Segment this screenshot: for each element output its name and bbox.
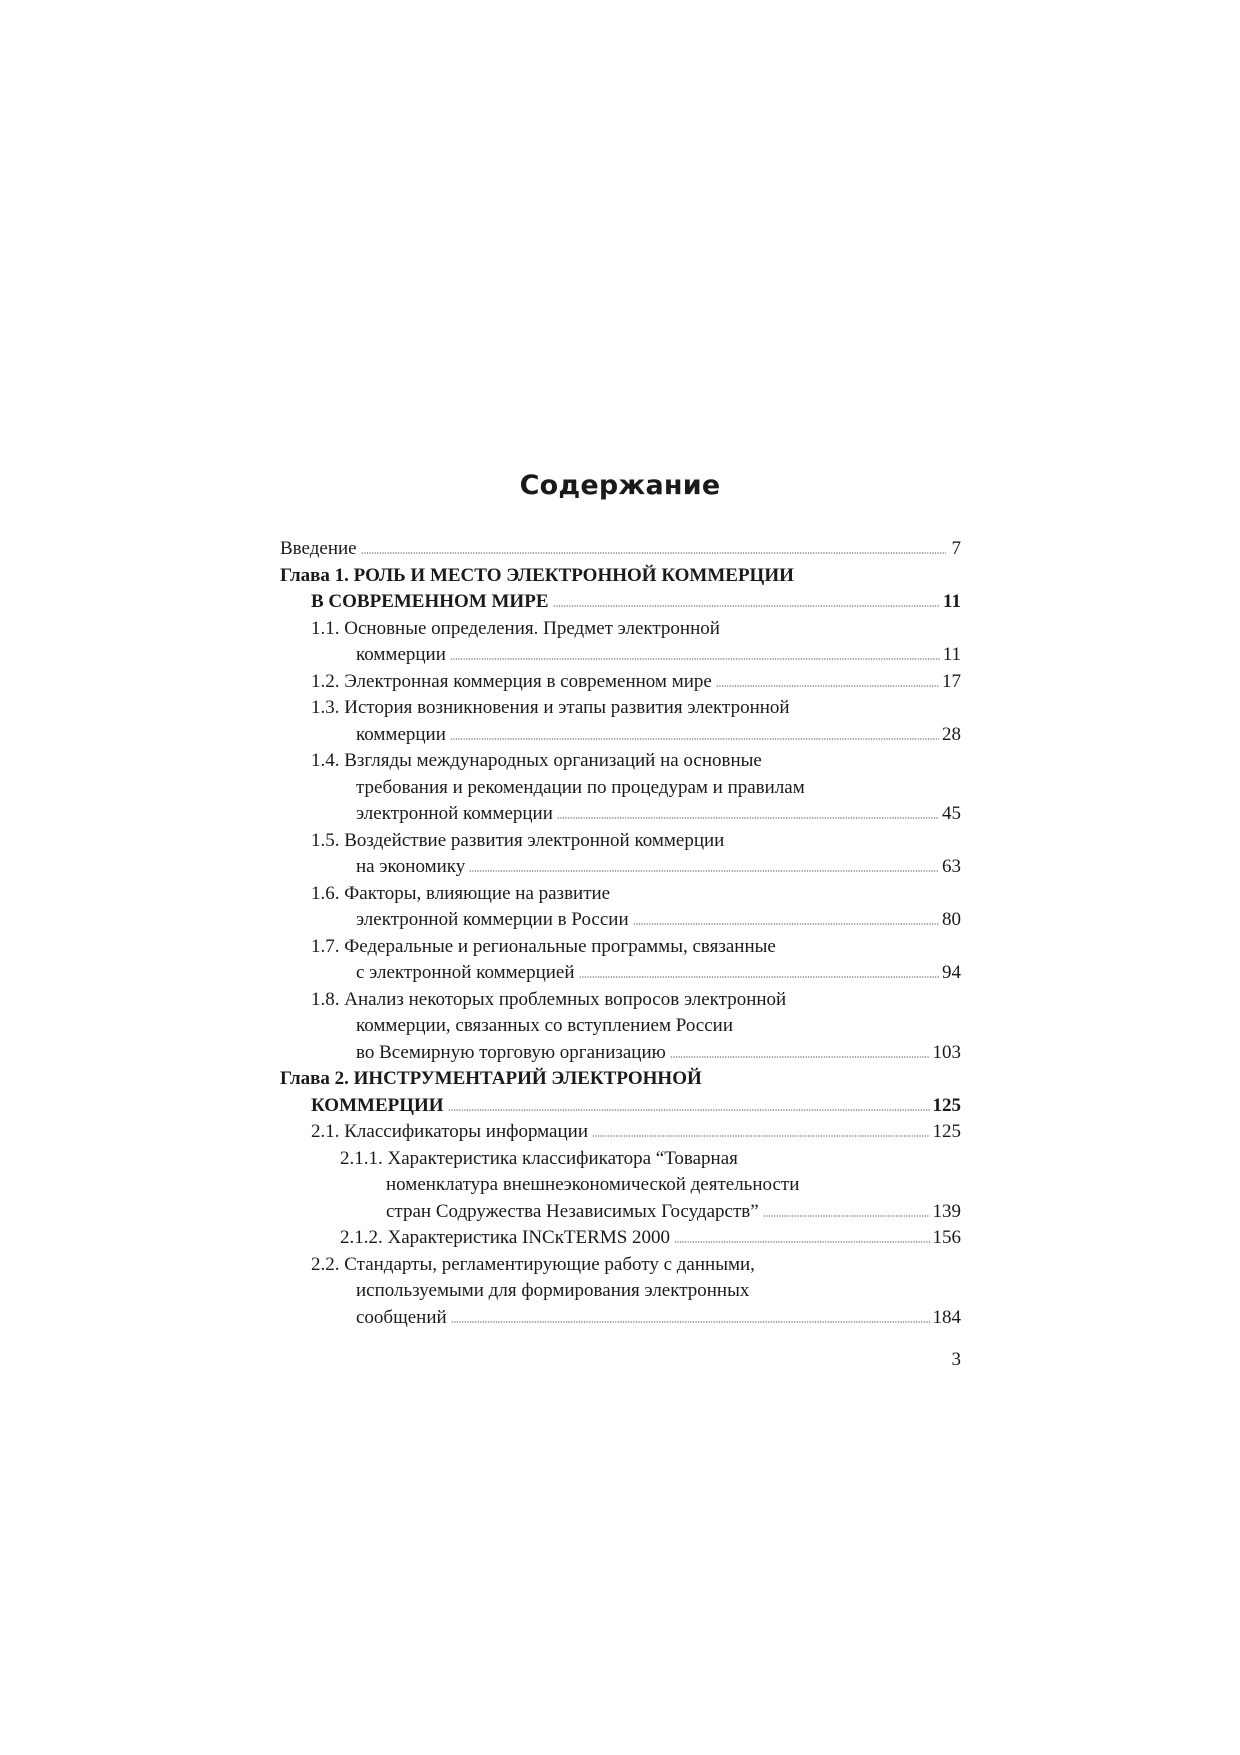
- toc-entry-last-line: [280, 1225, 961, 1252]
- toc-entry-last-line: [280, 960, 961, 987]
- toc-entry-last-line: [280, 589, 961, 616]
- toc-entry: [280, 1225, 961, 1252]
- toc-entry-line: требования и рекомендации по процедурам и правилам: [356, 776, 805, 798]
- toc-entry: [280, 1252, 961, 1332]
- dot-leader: [361, 552, 946, 554]
- toc-entry-title: сообщений: [356, 1306, 447, 1328]
- toc-entry-page: 103: [932, 1041, 961, 1063]
- toc-entry-title: КОММЕРЦИИ: [311, 1094, 444, 1116]
- toc-entry-line: 1.7. Федеральные и региональные программы, связанные: [311, 935, 776, 957]
- toc-entry: [280, 1066, 961, 1119]
- toc-entry-title: Введение: [280, 538, 357, 559]
- toc-entry-page: 11: [943, 591, 961, 612]
- toc-entry-last-line: [280, 801, 961, 828]
- dot-leader: [592, 1135, 930, 1137]
- dot-leader: [633, 923, 939, 925]
- dot-leader: [450, 658, 940, 660]
- toc-entry: [280, 987, 961, 1067]
- toc-entry-line: 1.6. Факторы, влияющие на развитие: [311, 882, 611, 904]
- toc-entry-title: В СОВРЕМЕННОМ МИРЕ: [311, 591, 549, 612]
- toc-entry-line: используемыми для формирования электронных: [356, 1280, 750, 1301]
- toc-entry-title: коммерции: [356, 723, 446, 745]
- toc-entry-last-line: [280, 536, 961, 563]
- toc-entry-last-line: [280, 642, 961, 669]
- toc-entry-title: во Всемирную торговую организацию: [356, 1041, 666, 1063]
- dot-leader: [451, 1321, 930, 1323]
- page-number: 3: [951, 1349, 961, 1370]
- toc-entry: [280, 1119, 961, 1146]
- toc-entry-line: Глава 1. РОЛЬ И МЕСТО ЭЛЕКТРОННОЙ КОММЕРЦИИ: [280, 564, 794, 586]
- dot-leader: [670, 1056, 930, 1058]
- toc-entry-page: 139: [932, 1200, 961, 1222]
- toc-entry-page: 63: [942, 856, 961, 877]
- dot-leader: [763, 1215, 930, 1217]
- toc-entry: [280, 881, 961, 934]
- toc-entry-line: 1.8. Анализ некоторых проблемных вопросов электронной: [311, 988, 787, 1010]
- table-of-contents: [280, 536, 961, 1331]
- toc-entry-last-line: [280, 1305, 961, 1332]
- toc-entry-line: 1.5. Воздействие развития электронной коммерции: [311, 829, 725, 851]
- toc-entry-line: коммерции, связанных со вступлением России: [356, 1015, 733, 1036]
- dot-leader: [448, 1109, 930, 1111]
- toc-entry-page: 125: [932, 1094, 961, 1116]
- toc-entry: [280, 934, 961, 987]
- toc-entry: [280, 695, 961, 748]
- dot-leader: [579, 976, 940, 978]
- toc-entry-title: 2.1. Классификаторы информации: [311, 1121, 588, 1142]
- page-title: Содержание: [519, 470, 721, 501]
- dot-leader: [469, 870, 939, 872]
- toc-entry-line: Глава 2. ИНСТРУМЕНТАРИЙ ЭЛЕКТРОННОЙ: [280, 1068, 702, 1089]
- toc-entry-page: 28: [942, 723, 961, 745]
- toc-entry-title: стран Содружества Независимых Государств”: [386, 1200, 759, 1222]
- toc-entry-last-line: [280, 854, 961, 881]
- toc-entry-line: 1.1. Основные определения. Предмет электронной: [311, 617, 720, 639]
- toc-entry-title: 1.2. Электронная коммерция в современном мире: [311, 670, 712, 692]
- toc-entry-title: на экономику: [356, 856, 466, 877]
- toc-entry-title: с электронной коммерцией: [356, 962, 575, 983]
- toc-entry: [280, 748, 961, 828]
- toc-entry-page: 45: [942, 803, 961, 824]
- toc-entry-line: 1.3. История возникновения и этапы развития электронной: [311, 697, 790, 718]
- toc-entry-last-line: [280, 669, 961, 696]
- toc-entry-last-line: [280, 1199, 961, 1226]
- dot-leader: [450, 738, 939, 740]
- toc-entry-last-line: [280, 722, 961, 749]
- dot-leader: [674, 1241, 929, 1243]
- toc-entry-line: 2.2. Стандарты, регламентирующие работу с данными,: [311, 1253, 755, 1275]
- toc-entry-page: 156: [932, 1227, 961, 1248]
- toc-entry-page: 80: [942, 909, 961, 930]
- toc-entry: [280, 536, 961, 563]
- toc-entry-last-line: [280, 907, 961, 934]
- toc-entry-line: номенклатура внешнеэкономической деятельности: [386, 1174, 800, 1195]
- toc-entry: [280, 828, 961, 881]
- toc-entry-title: электронной коммерции: [356, 803, 553, 824]
- toc-entry-page: 125: [932, 1121, 961, 1142]
- toc-entry-line: 1.4. Взгляды международных организаций на основные: [311, 750, 762, 771]
- toc-entry: [280, 563, 961, 616]
- toc-entry-page: 94: [942, 962, 961, 983]
- toc-entry-last-line: [280, 1119, 961, 1146]
- toc-entry-title: электронной коммерции в России: [356, 909, 629, 930]
- toc-entry-page: 17: [942, 670, 961, 692]
- toc-entry-page: 11: [942, 644, 961, 665]
- dot-leader: [716, 685, 939, 687]
- toc-entry-last-line: [280, 1040, 961, 1067]
- toc-entry-title: 2.1.2. Характеристика INCкTERMS 2000: [340, 1227, 671, 1248]
- toc-entry-last-line: [280, 1093, 961, 1120]
- toc-entry: [280, 669, 961, 696]
- toc-entry-title: коммерции: [356, 644, 446, 665]
- toc-entry-page: 7: [951, 538, 961, 559]
- toc-entry: [280, 1146, 961, 1226]
- dot-leader: [557, 817, 939, 819]
- toc-entry-line: 2.1.1. Характеристика классификатора “Товарная: [340, 1147, 738, 1169]
- dot-leader: [553, 605, 941, 607]
- toc-entry-page: 184: [932, 1306, 961, 1328]
- toc-entry: [280, 616, 961, 669]
